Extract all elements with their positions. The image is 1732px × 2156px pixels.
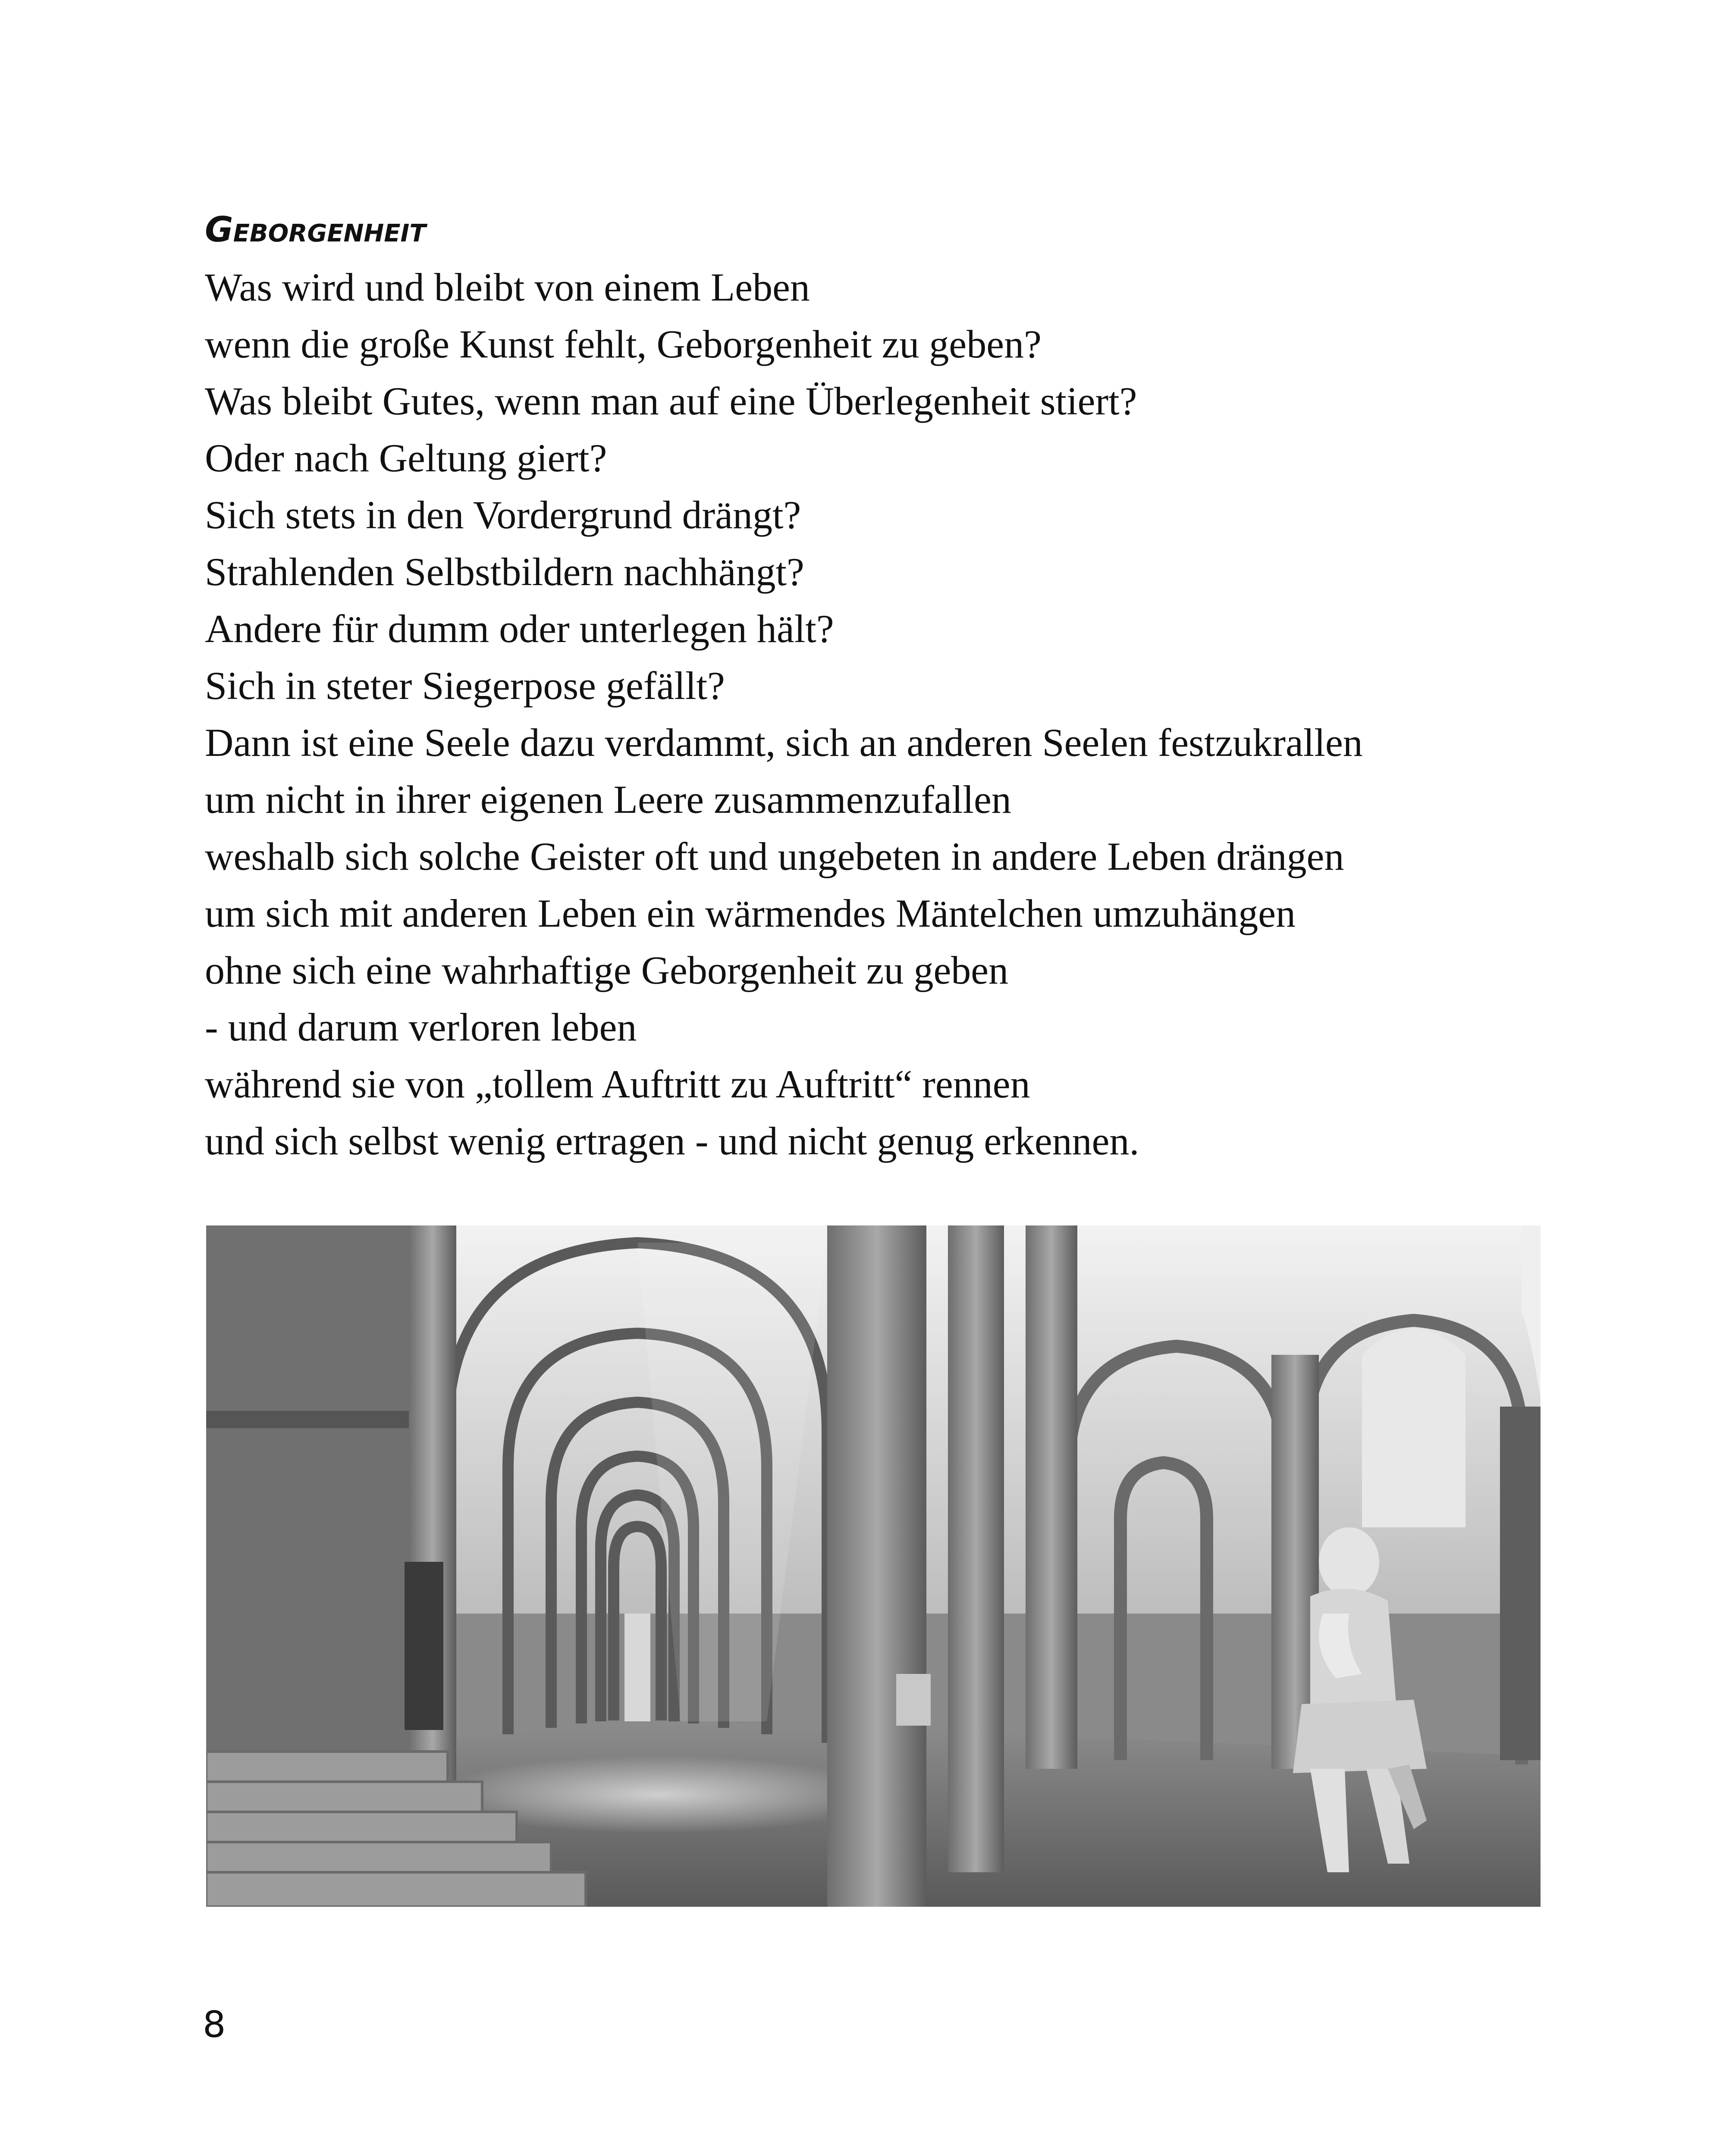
poem-line: Sich in steter Siegerpose gefällt? bbox=[205, 664, 725, 708]
poem-line: - und darum verloren leben bbox=[205, 1005, 637, 1049]
poem-line: Andere für dumm oder unterlegen hält? bbox=[205, 607, 834, 651]
poem-line: Oder nach Geltung giert? bbox=[205, 436, 607, 480]
poem-line: und sich selbst wenig ertragen - und nicht genug erkennen. bbox=[205, 1119, 1139, 1163]
poem-line: um nicht in ihrer eigenen Leere zusammenzufallen bbox=[205, 777, 1011, 821]
poem-line: Dann ist eine Seele dazu verdammt, sich an anderen Seelen festzukrallen bbox=[205, 721, 1363, 765]
cloister-photo bbox=[206, 1225, 1541, 1907]
poem-line: Was wird und bleibt von einem Leben bbox=[205, 265, 810, 309]
poem-body bbox=[205, 259, 1363, 1169]
cloister-photo-illustration bbox=[206, 1225, 1541, 1907]
poem-line: um sich mit anderen Leben ein wärmendes Mäntelchen umzuhängen bbox=[205, 891, 1296, 935]
poem-line: Sich stets in den Vordergrund drängt? bbox=[205, 493, 801, 537]
poem-line: ohne sich eine wahrhaftige Geborgenheit zu geben bbox=[205, 948, 1009, 992]
poem-line: Was bleibt Gutes, wenn man auf eine Überlegenheit stiert? bbox=[205, 379, 1137, 423]
page-number: 8 bbox=[203, 2003, 226, 2046]
poem-line: weshalb sich solche Geister oft und ungebeten in andere Leben drängen bbox=[205, 834, 1344, 878]
poem-line: wenn die große Kunst fehlt, Geborgenheit zu geben? bbox=[205, 322, 1042, 366]
poem-line: während sie von „tollem Auftritt zu Auftritt“ rennen bbox=[205, 1062, 1030, 1106]
poem-line: Strahlenden Selbstbildern nachhängt? bbox=[205, 550, 804, 594]
poem-title: Geborgenheit bbox=[205, 210, 426, 250]
